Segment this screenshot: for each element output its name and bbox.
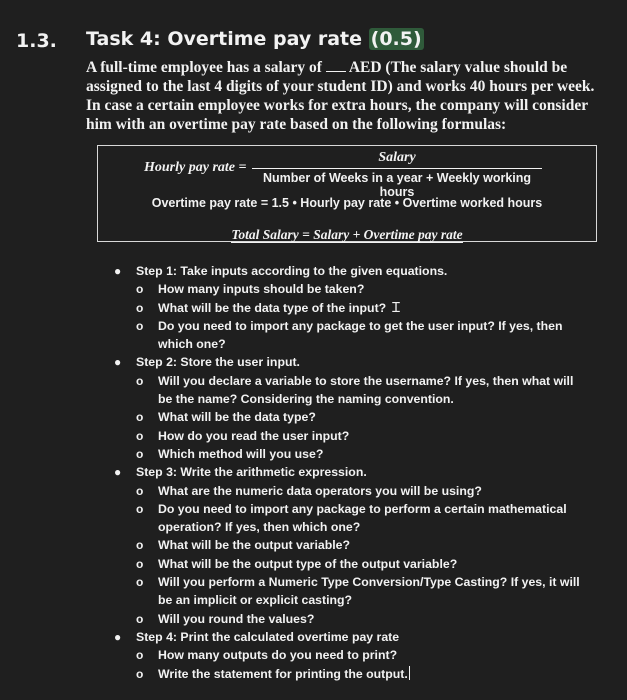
hollow-bullet-icon: o [136, 300, 144, 315]
list-item [112, 445, 582, 463]
bullet-icon: ● [114, 355, 122, 370]
total-salary-formula-row [98, 227, 596, 243]
text-cursor-icon: Ɪ [392, 299, 400, 316]
task-title-line [86, 28, 424, 50]
hollow-bullet-icon: o [136, 410, 144, 425]
list-item [112, 555, 582, 573]
list-item [112, 665, 582, 683]
step-label: Step 2: Store the user input. [136, 355, 300, 370]
hollow-bullet-icon: o [136, 666, 144, 681]
score-badge: (0.5) [370, 28, 422, 50]
overtime-formula: Overtime pay rate = 1.5 • Hourly pay rate • Overtime worked hours [151, 196, 543, 210]
hollow-bullet-icon: o [136, 373, 144, 388]
question-text: What will be the data type of the input? [158, 300, 387, 315]
hollow-bullet-icon: o [136, 648, 144, 663]
step-label: Step 4: Print the calculated overtime pay rate [136, 629, 400, 644]
step-3 [112, 463, 582, 481]
hourly-formula-lhs: Hourly pay rate = [144, 160, 247, 175]
hollow-bullet-icon: o [136, 318, 144, 333]
formula-box [97, 145, 597, 242]
question-text: Which method will you use? [158, 446, 324, 461]
step-2 [112, 353, 582, 371]
list-item [112, 610, 582, 628]
hourly-denominator: Number of Weeks in a year + Weekly working hours [262, 171, 532, 199]
question-text: Will you declare a variable to store the username? If yes, then what will be the name? Considering the naming convention. [158, 373, 574, 407]
section-number: 1.3. [16, 30, 57, 52]
step-4 [112, 628, 582, 646]
list-item [112, 317, 582, 354]
hollow-bullet-icon: o [136, 483, 144, 498]
question-text: What will be the output variable? [158, 538, 350, 553]
hollow-bullet-icon: o [136, 428, 144, 443]
list-item [112, 573, 582, 610]
intro-paragraph [86, 58, 606, 134]
hollow-bullet-icon: o [136, 575, 144, 590]
question-text: Write the statement for printing the output. [158, 666, 408, 681]
text-caret [409, 666, 411, 680]
list-item [112, 280, 582, 298]
hollow-bullet-icon: o [136, 538, 144, 553]
list-item [112, 646, 582, 664]
salary-blank [326, 59, 346, 72]
hourly-formula-fraction [252, 150, 542, 199]
hollow-bullet-icon: o [136, 446, 144, 461]
question-text: Do you need to import any package to get the user input? If yes, then which one? [158, 318, 563, 352]
list-item [112, 299, 582, 317]
total-salary-formula: Total Salary = Salary + Overtime pay rate [231, 227, 463, 242]
list-item [112, 408, 582, 426]
intro-part-1: A full-time employee has a salary of [86, 59, 322, 76]
question-text: What are the numeric data operators you will be using? [158, 483, 482, 498]
question-text: How do you read the user input? [158, 428, 350, 443]
hollow-bullet-icon: o [136, 501, 144, 516]
list-item [112, 536, 582, 554]
task-title: Task 4: Overtime pay rate [86, 28, 363, 50]
list-item [112, 482, 582, 500]
bullet-icon: ● [114, 264, 122, 278]
hollow-bullet-icon: o [136, 282, 144, 297]
question-text: How many outputs do you need to print? [158, 648, 398, 663]
list-item [112, 372, 582, 409]
question-text: What will be the data type? [158, 410, 316, 425]
fraction-bar [252, 168, 542, 169]
list-item [112, 427, 582, 445]
step-label: Step 3: Write the arithmetic expression. [136, 465, 367, 480]
hollow-bullet-icon: o [136, 611, 144, 626]
question-text: Will you perform a Numeric Type Conversion/Type Casting? If yes, it will be an implicit or explicit casting? [158, 575, 580, 608]
intro-part-2: AED (The salary value should be assigned to the last 4 digits of your student ID) and works 40 hours per week. In case a certain employee works for extra hours, the company will consider him with an overtime pay rate based on the following formulas: [86, 59, 595, 133]
hollow-bullet-icon: o [136, 556, 144, 571]
question-text: Do you need to import any package to perform a certain mathematical operation? If yes, then which one? [158, 501, 567, 535]
question-text: What will be the output type of the output variable? [158, 556, 458, 571]
bullet-icon: ● [114, 629, 122, 644]
step-label: Step 1: Take inputs according to the given equations. [136, 264, 448, 278]
question-text: How many inputs should be taken? [158, 282, 365, 297]
bullet-icon: ● [114, 465, 122, 480]
steps-list [112, 262, 582, 683]
hourly-numerator: Salary [378, 150, 416, 165]
question-text: Will you round the values? [158, 611, 315, 626]
step-1 [112, 262, 582, 280]
list-item [112, 500, 582, 537]
